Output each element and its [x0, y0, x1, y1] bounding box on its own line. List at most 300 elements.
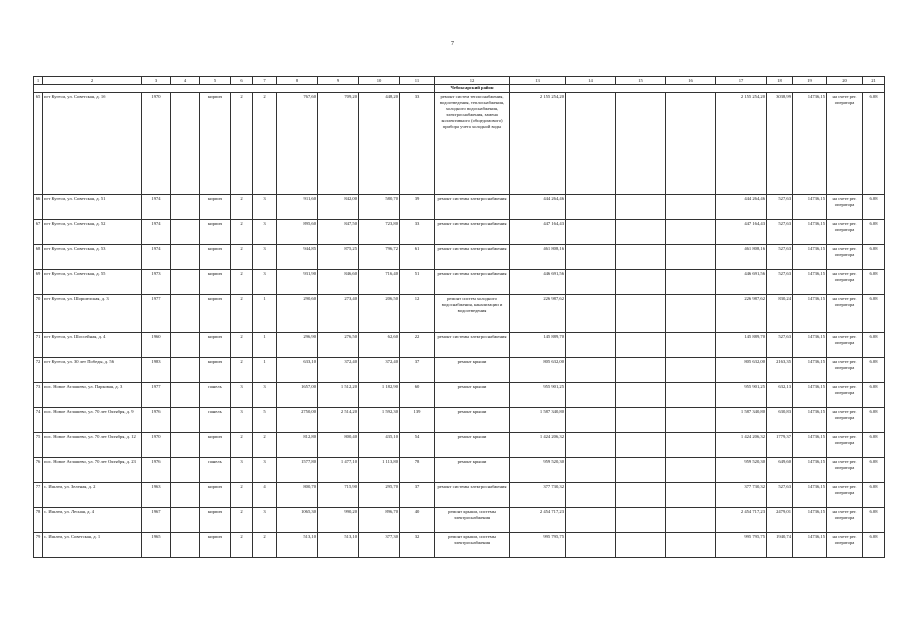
wall-material-cell: кирпич: [200, 533, 231, 558]
table-row: [34, 358, 885, 383]
total-cost-cell: 2 454 717,23: [510, 508, 566, 533]
specific-cost-cell: 527,63: [767, 245, 793, 270]
capital-repair-table: [33, 76, 885, 558]
wall-material-cell: панель: [200, 383, 231, 408]
table-row: [34, 220, 885, 245]
wall-material-cell: кирпич: [200, 220, 231, 245]
col-16-cell: [666, 458, 716, 483]
address-cell: пгт Кугеси, ул. Советская, д. 51: [43, 195, 142, 220]
specific-cost-cell: 527,63: [767, 220, 793, 245]
col-15-cell: [616, 195, 666, 220]
build-year-cell: 1970: [142, 93, 171, 195]
cost-total-cell: 805 632,00: [716, 358, 767, 383]
residential-area-cell: 206,50: [359, 295, 400, 333]
col-16-cell: [666, 358, 716, 383]
fund-method-cell: на счете рег. оператора: [827, 333, 863, 358]
cost-limit-cell: 14736,15: [793, 93, 827, 195]
residents-cell: 33: [400, 220, 435, 245]
residential-area-cell: 1 592,30: [359, 408, 400, 433]
column-header: 16: [666, 77, 716, 85]
col-14-cell: [566, 295, 616, 333]
col-14-cell: [566, 433, 616, 458]
fund-method-cell: на счете рег. оператора: [827, 408, 863, 433]
col-14-cell: [566, 483, 616, 508]
cost-limit-cell: 14736,15: [793, 483, 827, 508]
col-14-cell: [566, 533, 616, 558]
col-4-cell: [171, 408, 200, 433]
plan-date-cell: 6.08: [863, 408, 885, 433]
residents-cell: 37: [400, 483, 435, 508]
col-14-cell: [566, 270, 616, 295]
build-year-cell: 1965: [142, 533, 171, 558]
floors-cell: 2: [231, 433, 253, 458]
residential-area-cell: 295,70: [359, 483, 400, 508]
build-year-cell: 1960: [142, 333, 171, 358]
cost-limit-cell: 14736,15: [793, 533, 827, 558]
cost-limit-cell: 14736,15: [793, 333, 827, 358]
specific-cost-cell: 830,24: [767, 295, 793, 333]
living-area-cell: 715,90: [318, 483, 359, 508]
floors-cell: 2: [231, 295, 253, 333]
col-15-cell: [616, 458, 666, 483]
row-number-cell: 66: [34, 195, 43, 220]
residents-cell: 51: [400, 270, 435, 295]
living-area-cell: 273,40: [318, 295, 359, 333]
entrances-cell: 4: [253, 483, 277, 508]
column-header: 1: [34, 77, 43, 85]
plan-date-cell: 6.08: [863, 358, 885, 383]
col-15-cell: [616, 383, 666, 408]
repair-works-cell: ремонт системы электроснабжения: [435, 245, 510, 270]
cost-total-cell: 145 889,70: [716, 333, 767, 358]
specific-cost-cell: 1779,37: [767, 433, 793, 458]
living-area-cell: 709,20: [318, 93, 359, 195]
residents-cell: 37: [400, 358, 435, 383]
col-15-cell: [616, 433, 666, 458]
residential-area-cell: 716,40: [359, 270, 400, 295]
build-year-cell: 1974: [142, 245, 171, 270]
col-4-cell: [171, 383, 200, 408]
total-cost-cell: 446 691,56: [510, 270, 566, 295]
residential-area-cell: 1 113,80: [359, 458, 400, 483]
wall-material-cell: кирпич: [200, 333, 231, 358]
repair-works-cell: ремонт системы электроснабжения: [435, 333, 510, 358]
table-row: [34, 245, 885, 270]
specific-cost-cell: 527,63: [767, 195, 793, 220]
col-14-cell: [566, 458, 616, 483]
floors-cell: 2: [231, 333, 253, 358]
address-cell: пос. Новое Атлашево, ул. Парковая, д. 3: [43, 383, 142, 408]
floors-cell: 3: [231, 408, 253, 433]
col-4-cell: [171, 270, 200, 295]
total-cost-cell: 955 901,25: [510, 383, 566, 408]
wall-material-cell: панель: [200, 458, 231, 483]
living-area-cell: 2 514,20: [318, 408, 359, 433]
floors-cell: 2: [231, 195, 253, 220]
col-4-cell: [171, 358, 200, 383]
residents-cell: 139: [400, 408, 435, 433]
cost-total-cell: 2 454 717,23: [716, 508, 767, 533]
repair-works-cell: ремонт системы электроснабжения: [435, 270, 510, 295]
col-14-cell: [566, 383, 616, 408]
col-15-cell: [616, 93, 666, 195]
plan-date-cell: 6.08: [863, 295, 885, 333]
wall-material-cell: кирпич: [200, 295, 231, 333]
fund-method-cell: на счете рег. оператора: [827, 383, 863, 408]
residential-area-cell: 448,20: [359, 93, 400, 195]
column-header: 4: [171, 77, 200, 85]
address-cell: пгт Кугеси, ул. Шоршелская, д. 3: [43, 295, 142, 333]
entrances-cell: 3: [253, 383, 277, 408]
build-year-cell: 1974: [142, 195, 171, 220]
specific-cost-cell: 630,83: [767, 408, 793, 433]
cost-limit-cell: 14736,15: [793, 458, 827, 483]
specific-cost-cell: 3038,99: [767, 93, 793, 195]
build-year-cell: 1976: [142, 408, 171, 433]
address-cell: с. Ишлеи, ул. Советская, д. 1: [43, 533, 142, 558]
cost-total-cell: 446 691,56: [716, 270, 767, 295]
floors-cell: 2: [231, 270, 253, 295]
fund-method-cell: на счете рег. оператора: [827, 433, 863, 458]
wall-material-cell: кирпич: [200, 358, 231, 383]
col-4-cell: [171, 483, 200, 508]
table-row: [34, 458, 885, 483]
cost-limit-cell: 14736,15: [793, 270, 827, 295]
entrances-cell: 5: [253, 408, 277, 433]
column-header: 9: [318, 77, 359, 85]
column-number-row: [34, 77, 885, 85]
cost-limit-cell: 14736,15: [793, 358, 827, 383]
table-row: [34, 383, 885, 408]
column-header: 15: [616, 77, 666, 85]
row-number-cell: 68: [34, 245, 43, 270]
total-cost-cell: 1 424 206,32: [510, 433, 566, 458]
col-15-cell: [616, 533, 666, 558]
residents-cell: 40: [400, 508, 435, 533]
total-cost-cell: 461 808,16: [510, 245, 566, 270]
address-cell: пгт Кугеси, ул. Советская, д. 55: [43, 270, 142, 295]
total-area-cell: 931,90: [277, 270, 318, 295]
row-number-cell: 76: [34, 458, 43, 483]
living-area-cell: 990,20: [318, 508, 359, 533]
total-area-cell: 633,10: [277, 358, 318, 383]
total-area-cell: 296,90: [277, 333, 318, 358]
total-cost-cell: 2 155 254,20: [510, 93, 566, 195]
total-area-cell: 767,60: [277, 93, 318, 195]
floors-cell: 3: [231, 383, 253, 408]
entrances-cell: 2: [253, 533, 277, 558]
cost-total-cell: 2 155 254,20: [716, 93, 767, 195]
entrances-cell: 3: [253, 220, 277, 245]
fund-method-cell: на счете рег. оператора: [827, 483, 863, 508]
address-cell: пгт Кугеси, ул. Советская, д. 53: [43, 245, 142, 270]
cost-total-cell: 461 808,16: [716, 245, 767, 270]
build-year-cell: 1977: [142, 295, 171, 333]
col-15-cell: [616, 270, 666, 295]
column-header: 2: [43, 77, 142, 85]
plan-date-cell: 6.08: [863, 533, 885, 558]
col-14-cell: [566, 245, 616, 270]
wall-material-cell: кирпич: [200, 93, 231, 195]
table-row: [34, 295, 885, 333]
repair-works-cell: ремонт крыши: [435, 433, 510, 458]
col-16-cell: [666, 93, 716, 195]
row-number-cell: 71: [34, 333, 43, 358]
column-header: 17: [716, 77, 767, 85]
build-year-cell: 1963: [142, 483, 171, 508]
table-row: [34, 270, 885, 295]
wall-material-cell: кирпич: [200, 270, 231, 295]
table-row: [34, 93, 885, 195]
row-number-cell: 73: [34, 383, 43, 408]
total-cost-cell: 226 987,62: [510, 295, 566, 333]
table-row: [34, 533, 885, 558]
row-number-cell: 77: [34, 483, 43, 508]
column-header: 7: [253, 77, 277, 85]
total-area-cell: 1657,00: [277, 383, 318, 408]
fund-method-cell: на счете рег. оператора: [827, 358, 863, 383]
residential-area-cell: 1 182,90: [359, 383, 400, 408]
build-year-cell: 1977: [142, 383, 171, 408]
col-4-cell: [171, 195, 200, 220]
build-year-cell: 1974: [142, 220, 171, 245]
address-cell: с. Ишлеи, ул. Зеленая, д. 2: [43, 483, 142, 508]
row-number-cell: 79: [34, 533, 43, 558]
address-cell: пгт Кугеси, ул. 30 лет Победы, д. 56: [43, 358, 142, 383]
plan-date-cell: 6.08: [863, 195, 885, 220]
row-number-cell: 74: [34, 408, 43, 433]
cost-total-cell: 959 520,30: [716, 458, 767, 483]
residential-area-cell: 435,10: [359, 433, 400, 458]
column-header: 11: [400, 77, 435, 85]
specific-cost-cell: 527,63: [767, 270, 793, 295]
col-14-cell: [566, 195, 616, 220]
column-header: 3: [142, 77, 171, 85]
cost-total-cell: 955 901,25: [716, 383, 767, 408]
col-16-cell: [666, 433, 716, 458]
col-4-cell: [171, 508, 200, 533]
col-4-cell: [171, 245, 200, 270]
living-area-cell: 1 512,20: [318, 383, 359, 408]
living-area-cell: 842,00: [318, 195, 359, 220]
residents-cell: 78: [400, 458, 435, 483]
fund-method-cell: на счете рег. оператора: [827, 245, 863, 270]
row-number-cell: 72: [34, 358, 43, 383]
col-4-cell: [171, 333, 200, 358]
repair-works-cell: ремонт крыши: [435, 458, 510, 483]
floors-cell: 2: [231, 245, 253, 270]
plan-date-cell: 6.08: [863, 383, 885, 408]
column-header: 10: [359, 77, 400, 85]
row-number-cell: 75: [34, 433, 43, 458]
plan-date-cell: 6.08: [863, 458, 885, 483]
build-year-cell: 1970: [142, 433, 171, 458]
address-cell: пгт Кугеси, ул. Шоссейная, д. 4: [43, 333, 142, 358]
entrances-cell: 1: [253, 358, 277, 383]
total-cost-cell: 1 587 340,80: [510, 408, 566, 433]
column-header: 12: [435, 77, 510, 85]
specific-cost-cell: 649,60: [767, 458, 793, 483]
cost-limit-cell: 14736,15: [793, 195, 827, 220]
cost-total-cell: 995 795,75: [716, 533, 767, 558]
build-year-cell: 1973: [142, 270, 171, 295]
cost-total-cell: 377 730,32: [716, 483, 767, 508]
entrances-cell: 1: [253, 295, 277, 333]
wall-material-cell: панель: [200, 408, 231, 433]
address-cell: пгт Кугеси, ул. Советская, д. 1б: [43, 93, 142, 195]
total-area-cell: 911,60: [277, 195, 318, 220]
build-year-cell: 1976: [142, 458, 171, 483]
entrances-cell: 3: [253, 245, 277, 270]
repair-works-cell: ремонт крыши, системы электроснабжения: [435, 533, 510, 558]
plan-date-cell: 6.08: [863, 270, 885, 295]
cost-total-cell: 1 424 206,32: [716, 433, 767, 458]
col-14-cell: [566, 333, 616, 358]
living-area-cell: 372,40: [318, 358, 359, 383]
residential-area-cell: 796,72: [359, 245, 400, 270]
repair-works-cell: ремонт крыши, системы электроснабжения: [435, 508, 510, 533]
col-15-cell: [616, 483, 666, 508]
floors-cell: 2: [231, 483, 253, 508]
col-15-cell: [616, 245, 666, 270]
col-4-cell: [171, 93, 200, 195]
fund-method-cell: на счете рег. оператора: [827, 458, 863, 483]
residential-area-cell: 896,70: [359, 508, 400, 533]
floors-cell: 2: [231, 358, 253, 383]
column-header: 19: [793, 77, 827, 85]
repair-works-cell: ремонт систем холодного водоснабжения, канализации и водоотведения: [435, 295, 510, 333]
repair-works-cell: ремонт системы электроснабжения: [435, 483, 510, 508]
row-number-cell: 67: [34, 220, 43, 245]
col-14-cell: [566, 93, 616, 195]
residents-cell: 54: [400, 433, 435, 458]
address-cell: с. Ишлеи, ул. Лесная, д. 4: [43, 508, 142, 533]
entrances-cell: 2: [253, 93, 277, 195]
column-header: 21: [863, 77, 885, 85]
plan-date-cell: 6.08: [863, 433, 885, 458]
col-4-cell: [171, 533, 200, 558]
total-cost-cell: 377 730,32: [510, 483, 566, 508]
column-header: 6: [231, 77, 253, 85]
column-header: 13: [510, 77, 566, 85]
row-number-cell: 70: [34, 295, 43, 333]
table-row: [34, 333, 885, 358]
wall-material-cell: кирпич: [200, 195, 231, 220]
repair-works-cell: ремонт систем теплоснабжения, водоотведения, теплоснабжения, холодного водоснабжения, электроснабжения, замена коллективного (общедомового) прибора учета холодной воды: [435, 93, 510, 195]
residents-cell: 32: [400, 533, 435, 558]
address-cell: пос. Новое Атлашево, ул. 70 лет Октября, д. 9: [43, 408, 142, 433]
col-14-cell: [566, 358, 616, 383]
specific-cost-cell: 527,63: [767, 483, 793, 508]
total-area-cell: 513,10: [277, 533, 318, 558]
address-cell: пос. Новое Атлашево, ул. 70 лет Октября, д. 12: [43, 433, 142, 458]
table-row: [34, 483, 885, 508]
cost-total-cell: 447 164,43: [716, 220, 767, 245]
col-15-cell: [616, 220, 666, 245]
cost-limit-cell: 14736,15: [793, 508, 827, 533]
total-area-cell: 895,60: [277, 220, 318, 245]
repair-works-cell: ремонт крыши: [435, 358, 510, 383]
entrances-cell: 3: [253, 508, 277, 533]
total-area-cell: 944,85: [277, 245, 318, 270]
living-area-cell: 513,10: [318, 533, 359, 558]
row-number-cell: 65: [34, 93, 43, 195]
col-16-cell: [666, 383, 716, 408]
fund-method-cell: на счете рег. оператора: [827, 220, 863, 245]
fund-method-cell: на счете рег. оператора: [827, 295, 863, 333]
living-area-cell: 800,40: [318, 433, 359, 458]
repair-works-cell: ремонт системы электроснабжения: [435, 195, 510, 220]
plan-date-cell: 6.08: [863, 245, 885, 270]
fund-method-cell: на счете рег. оператора: [827, 195, 863, 220]
entrances-cell: 3: [253, 458, 277, 483]
specific-cost-cell: 527,63: [767, 333, 793, 358]
col-16-cell: [666, 533, 716, 558]
total-cost-cell: 444 264,46: [510, 195, 566, 220]
residents-cell: 22: [400, 333, 435, 358]
col-16-cell: [666, 508, 716, 533]
wall-material-cell: кирпич: [200, 245, 231, 270]
floors-cell: 2: [231, 508, 253, 533]
living-area-cell: 846,60: [318, 270, 359, 295]
table-row: [34, 508, 885, 533]
row-number-cell: 78: [34, 508, 43, 533]
total-cost-cell: 959 520,30: [510, 458, 566, 483]
col-16-cell: [666, 295, 716, 333]
residential-area-cell: 723,80: [359, 220, 400, 245]
total-cost-cell: 145 889,70: [510, 333, 566, 358]
entrances-cell: 3: [253, 195, 277, 220]
total-area-cell: 1577,80: [277, 458, 318, 483]
residential-area-cell: 580,70: [359, 195, 400, 220]
col-15-cell: [616, 333, 666, 358]
total-cost-cell: 805 632,00: [510, 358, 566, 383]
cost-limit-cell: 14736,15: [793, 295, 827, 333]
living-area-cell: 847,50: [318, 220, 359, 245]
col-14-cell: [566, 220, 616, 245]
col-4-cell: [171, 433, 200, 458]
col-14-cell: [566, 508, 616, 533]
table-row: [34, 195, 885, 220]
column-header: 18: [767, 77, 793, 85]
specific-cost-cell: 632,13: [767, 383, 793, 408]
residential-area-cell: 377,30: [359, 533, 400, 558]
specific-cost-cell: 2479,01: [767, 508, 793, 533]
address-cell: пос. Новое Атлашево, ул. 70 лет Октября, д. 23: [43, 458, 142, 483]
living-area-cell: 875,25: [318, 245, 359, 270]
col-14-cell: [566, 408, 616, 433]
residents-cell: 12: [400, 295, 435, 333]
column-header: 5: [200, 77, 231, 85]
page-number: 7: [451, 41, 454, 47]
cost-limit-cell: 14736,15: [793, 408, 827, 433]
fund-method-cell: на счете рег. оператора: [827, 93, 863, 195]
floors-cell: 2: [231, 93, 253, 195]
repair-works-cell: ремонт системы электроснабжения: [435, 220, 510, 245]
total-area-cell: 800,70: [277, 483, 318, 508]
cost-limit-cell: 14736,15: [793, 220, 827, 245]
residents-cell: 33: [400, 93, 435, 195]
floors-cell: 2: [231, 220, 253, 245]
col-16-cell: [666, 195, 716, 220]
col-16-cell: [666, 245, 716, 270]
wall-material-cell: кирпич: [200, 483, 231, 508]
build-year-cell: 1967: [142, 508, 171, 533]
section-row: [34, 85, 885, 93]
fund-method-cell: на счете рег. оператора: [827, 508, 863, 533]
section-title: Чебоксарский район: [435, 85, 510, 93]
residents-cell: 60: [400, 383, 435, 408]
